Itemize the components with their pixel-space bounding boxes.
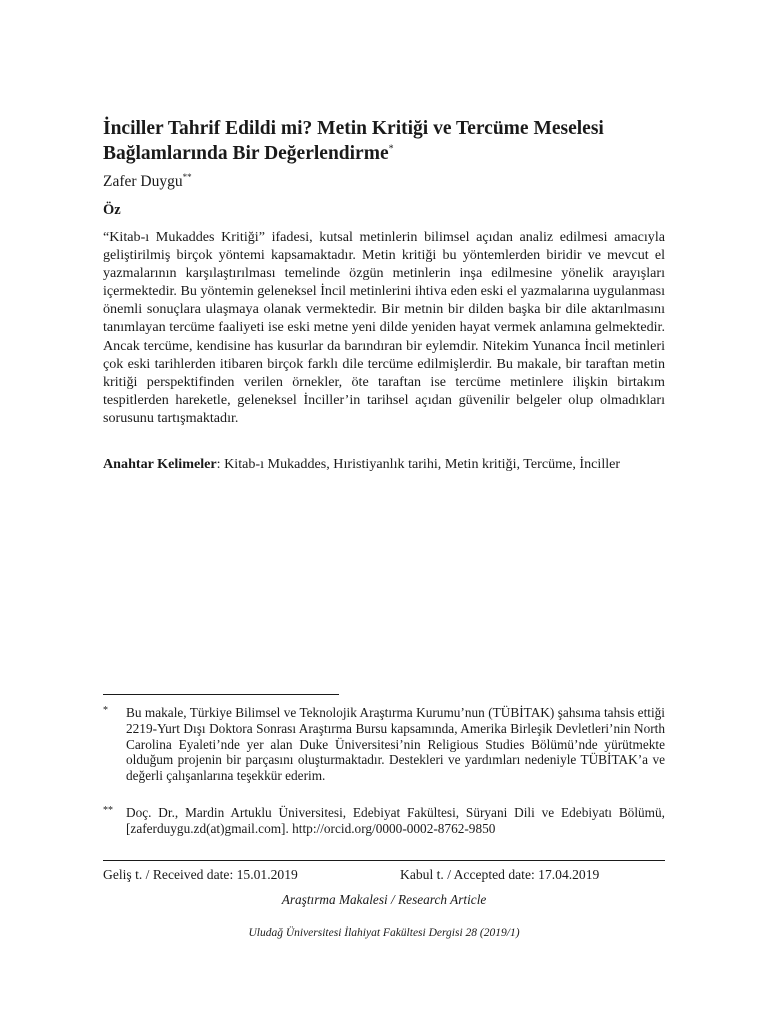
keywords-text: Kitab-ı Mukaddes, Hıristiyanlık tarihi, Metin kritiği, Tercüme, İnciller <box>224 456 621 472</box>
author-name: Zafer Duygu <box>103 173 183 190</box>
author-footnote-mark: ** <box>182 171 192 182</box>
footnote-2 <box>103 805 665 837</box>
journal-footer: Uludağ Üniversitesi İlahiyat Fakültesi Dergisi 28 (2019/1) <box>248 927 520 939</box>
footnote-1-text: Bu makale, Türkiye Bilimsel ve Teknolojik Araştırma Kurumu’nun (TÜBİTAK) şahsıma tahsis ettiği 2219-Yurt Dışı Doktora Sonrası Araştırma Bursu kapsamında, Amerika Birleşik Devletleri’nin North Carolina Eyaleti’nde yer alan Duke Üniversitesi’nin Religious Studies Bölümü’nde yürütmekte olduğum projenin bir parçasını oluşturmaktadır. Destekleri ve yardımları nedeniyle TÜBİTAK’a ve değerli çalışanlarına teşekkür ederim. <box>126 705 665 784</box>
author-line <box>103 173 192 191</box>
article-title <box>103 116 673 166</box>
footnote-2-text: Doç. Dr., Mardin Artuklu Üniversitesi, Edebiyat Fakültesi, Süryani Dili ve Edebiyatı Bölümü, [zaferduygu.zd(at)gmail.com]. http://orcid.org/0000-0002-8762-9850 <box>126 805 665 836</box>
abstract-heading: Öz <box>103 202 121 218</box>
dates-separator <box>103 860 665 861</box>
abstract-text: “Kitab-ı Mukaddes Kritiği” ifadesi, kutsal metinlerin bilimsel açıdan analiz edilmesi amacıyla geliştirilmiş birçok yöntemi kapsamaktadır. Metin kritiği bu yöntemlerden biridir ve mevcut el yazmalarının karşılaştırılması temelinde özgün metinlerin inşa edilmesine yönelik arayışları içermektedir. Bu yöntemin geleneksel İncil metinlerini ihtiva eden eski el yazmalarına uygulanması önemli sonuçlara ulaşmaya olanak vermektedir. Bir metnin bir dilden başka bir dile aktarılmasını tanımlayan tercüme faaliyeti ise eski metne yeni dilde yeniden hayat vermek anlamına gelmektedir. Ancak tercüme, kendisine has kusurlar da barındıran bir eylemdir. Nitekim Yunanca İncil metinleri çok eski tarihlerden itibaren birçok farklı dile tercüme edilmişlerdir. Bu makale, bir taraftan metin kritiği perspektifinden verilen örnekler, öte taraftan ise tercüme metinlere ilişkin birtakım tespitlerden hareketle, geleneksel İnciller’in tarihsel açıdan güvenilir belgeler olup olmadıkları sorusunu tartışmaktadır. <box>103 229 666 426</box>
footnote-1-mark: * <box>103 705 108 716</box>
keywords-line: Anahtar Kelimeler: Kitab-ı Mukaddes, Hıristiyanlık tarihi, Metin kritiği, Tercüme, İnciller <box>103 456 621 472</box>
footnote-2-mark: ** <box>103 805 113 816</box>
keywords-label: Anahtar Kelimeler <box>103 456 217 472</box>
article-title-text: İnciller Tahrif Edildi mi? Metin Kritiği ve Tercüme Meselesi Bağlamlarında Bir Değerlendirme <box>103 118 604 164</box>
footnote-separator <box>103 694 339 695</box>
footnote-1 <box>103 705 665 784</box>
title-footnote-mark: * <box>388 143 394 155</box>
received-date: Geliş t. / Received date: 15.01.2019 <box>103 867 298 882</box>
accepted-date: Kabul t. / Accepted date: 17.04.2019 <box>400 867 600 882</box>
article-type: Araştırma Makalesi / Research Article <box>281 892 487 907</box>
